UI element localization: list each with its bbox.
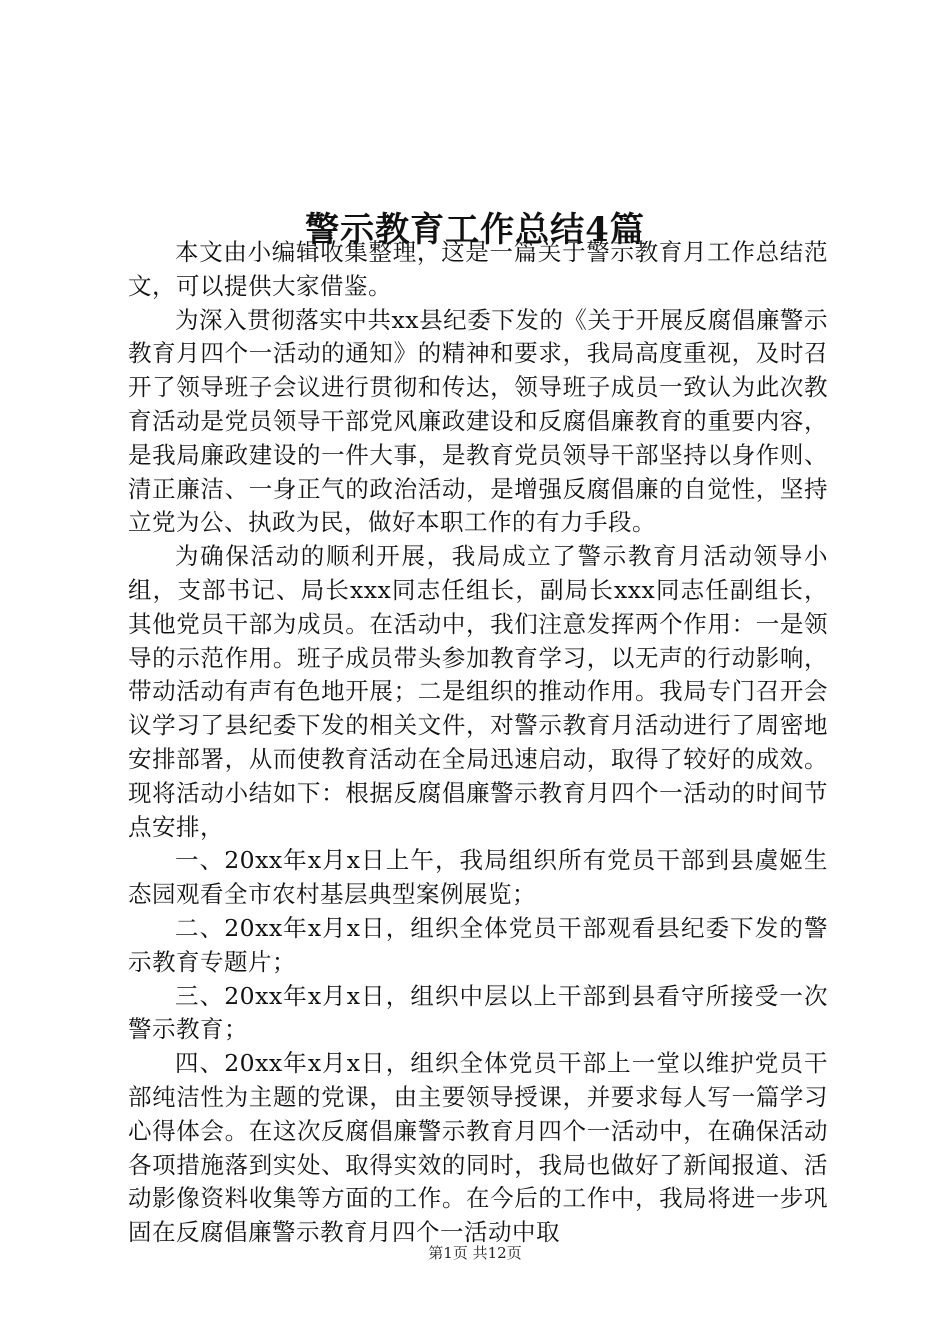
paragraph-item-1: 一、20xx年x月x日上午，我局组织所有党员干部到县虞姬生态园观看全市农村基层典型案例展览； (128, 846, 828, 909)
paragraph-intro: 本文由小编辑收集整理，这是一篇关于警示教育月工作总结范文，可以提供大家借鉴。 (128, 238, 828, 300)
document-body (128, 236, 828, 1250)
page-number-footer: 第1页 共12页 (428, 1244, 522, 1262)
paragraph-item-2: 二、20xx年x月x日，组织全体党员干部观看县纪委下发的警示教育专题片； (128, 913, 828, 976)
paragraph-organization: 为确保活动的顺利开展，我局成立了警示教育月活动领导小组，支部书记、局长xxx同志任组长，副局长xxx同志任副组长，其他党员干部为成员。在活动中，我们注意发挥两个作用：一是领导的示范作用。班子成员带头参加教育学习，以无声的行动影响，带动活动有声有色地开展；二是组织的推动作用。我局专门召开会议学习了县纪委下发的相关文件，对警示教育月活动进行了周密地安排部署，从而使教育活动在全局迅速启动，取得了较好的成效。现将活动小结如下：根据反腐倡廉警示教育月四个一活动的时间节点安排， (128, 542, 828, 841)
paragraph-background: 为深入贯彻落实中共xx县纪委下发的《关于开展反腐倡廉警示教育月四个一活动的通知》的精神和要求，我局高度重视，及时召开了领导班子会议进行贯彻和传达，领导班子成员一致认为此次教育活动是党员领导干部党风廉政建设和反腐倡廉教育的重要内容，是我局廉政建设的一件大事，是教育党员领导干部坚持以身作则、清正廉洁、一身正气的政治活动，是增强反腐倡廉的自觉性，坚持立党为公、执政为民，做好本职工作的有力手段。 (128, 305, 828, 537)
paragraph-item-3: 三、20xx年x月x日，组织中层以上干部到县看守所接受一次警示教育； (128, 981, 828, 1044)
document-title: 警示教育工作总结4篇 (305, 209, 645, 250)
paragraph-item-4: 四、20xx年x月x日，组织全体党员干部上一堂以维护党员干部纯洁性为主题的党课，由主要领导授课，并要求每人写一篇学习心得体会。在这次反腐倡廉警示教育月四个一活动中，在确保活动各项措施落到实处、取得实效的同时，我局也做好了新闻报道、活动影像资料收集等方面的工作。在今后的工作中，我局将进一步巩固在反腐倡廉警示教育月四个一活动中取 (128, 1049, 828, 1247)
